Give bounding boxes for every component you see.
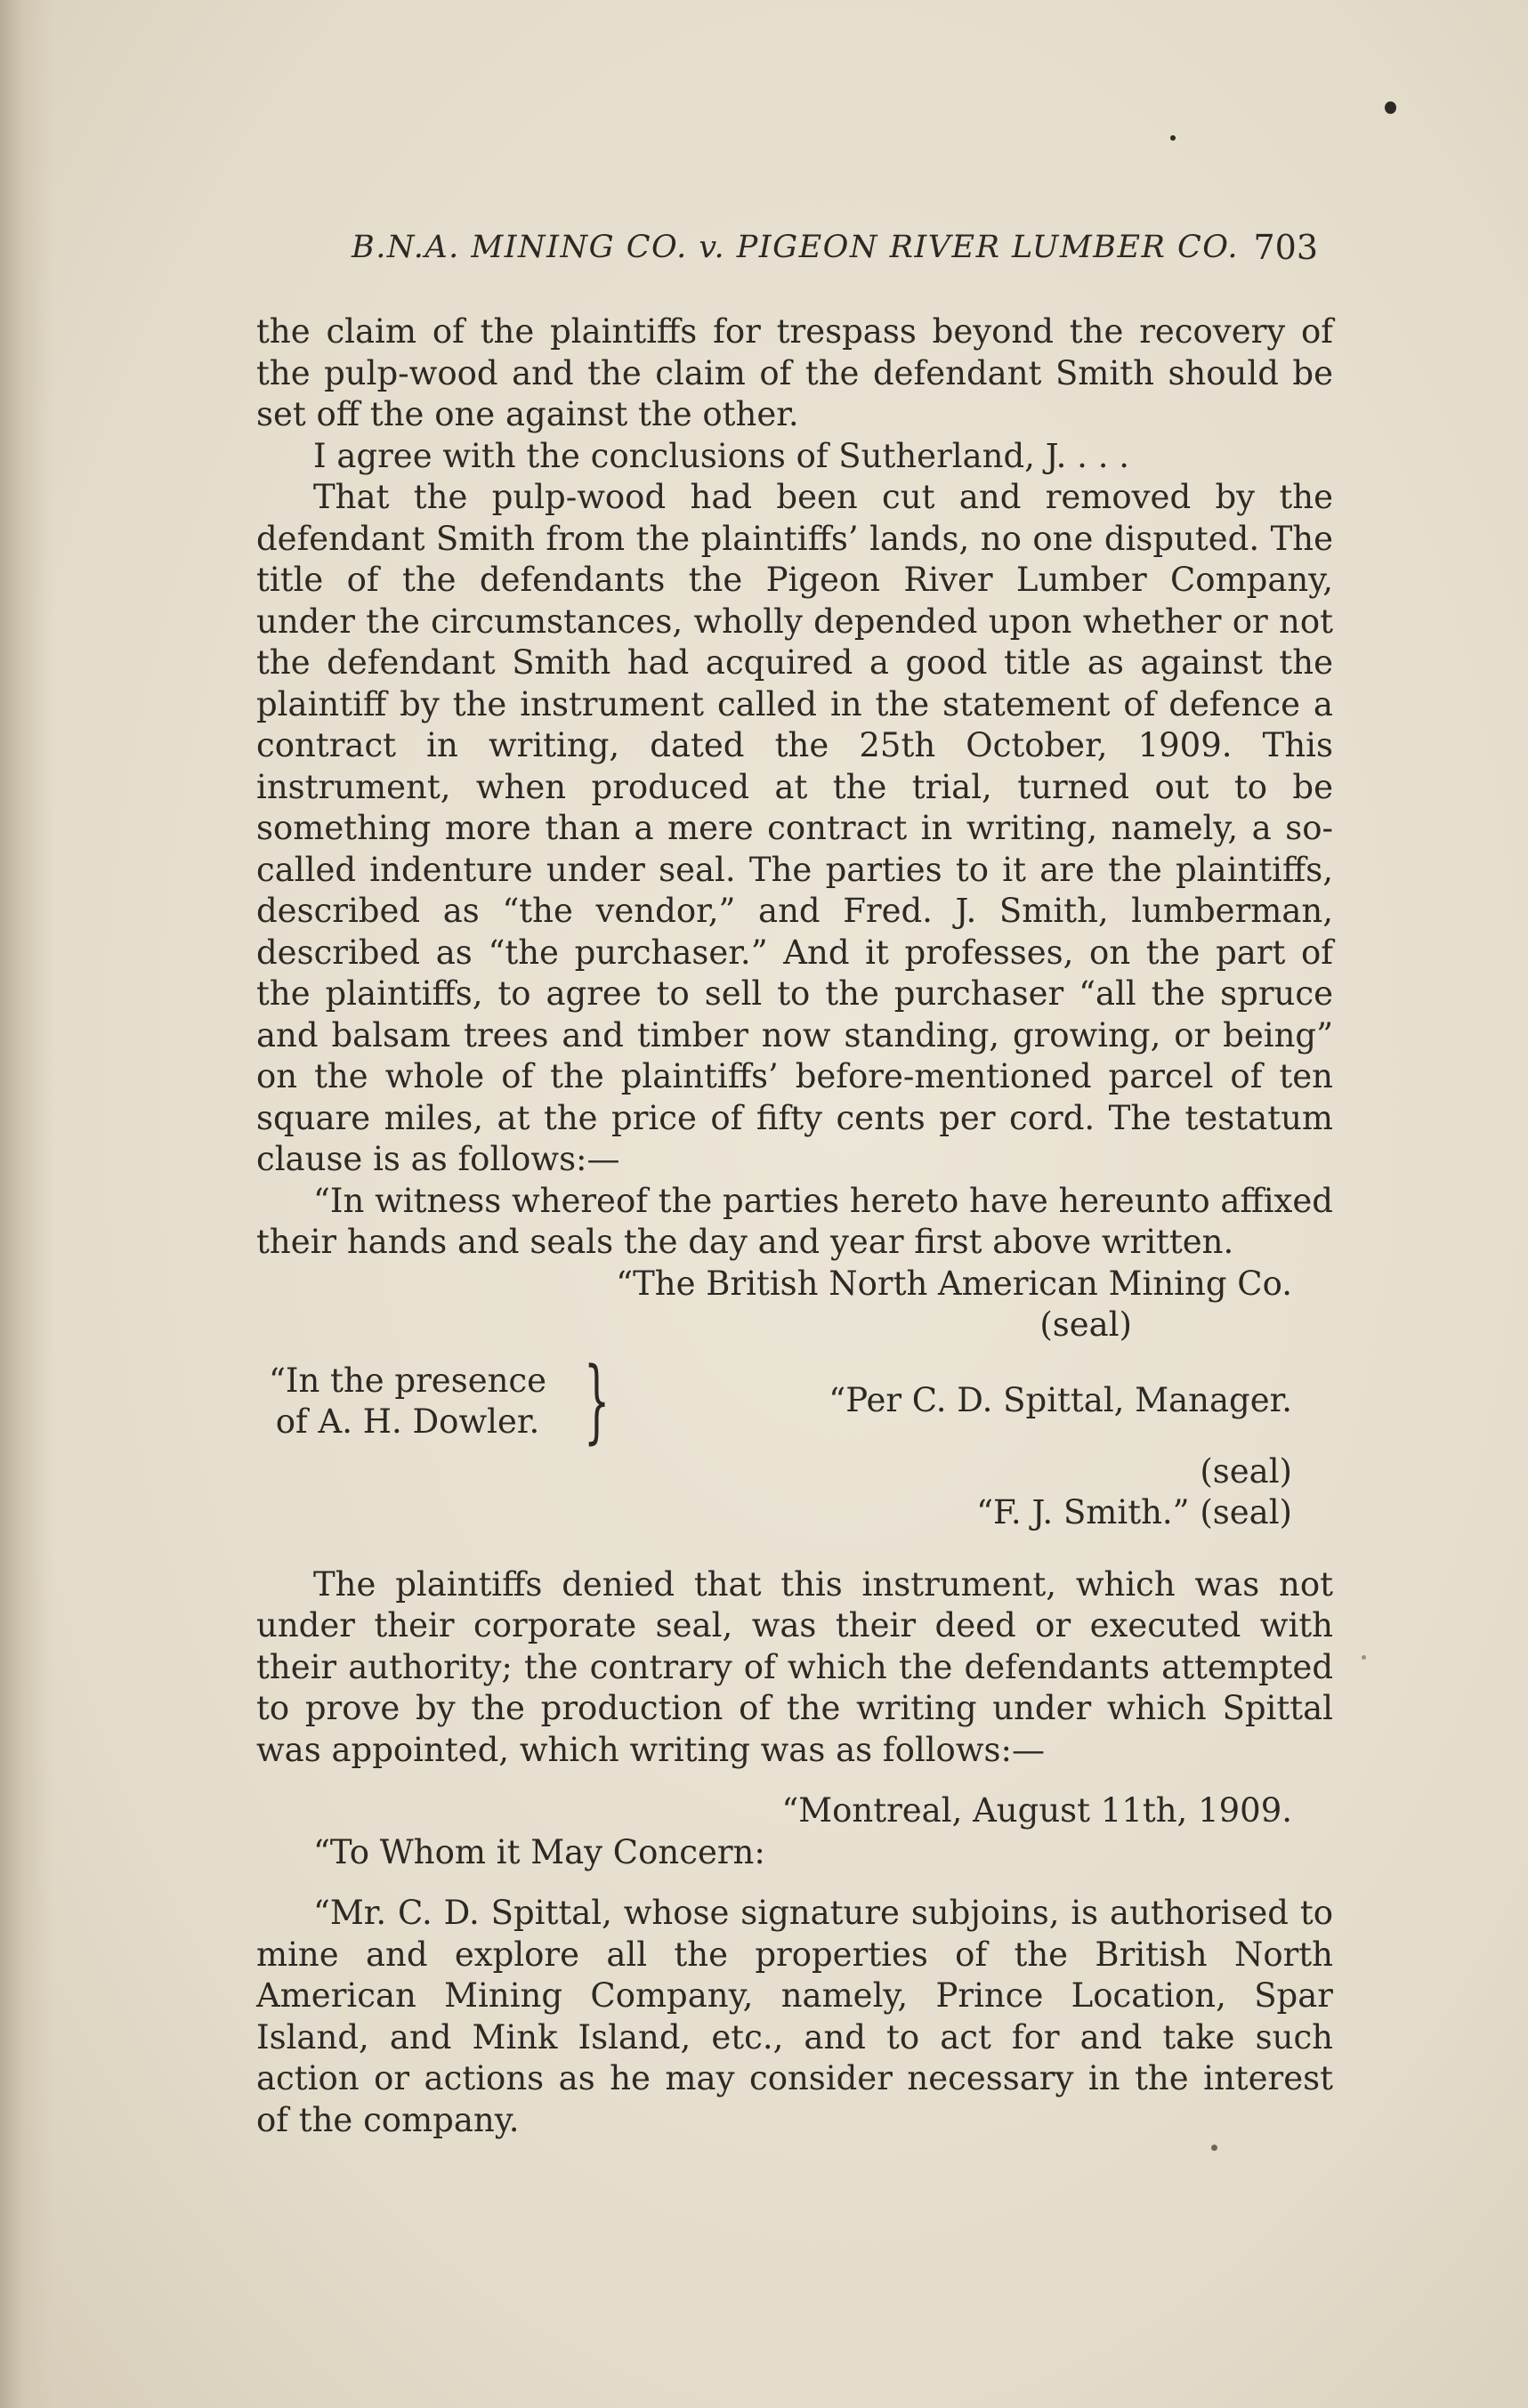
ink-speck bbox=[1385, 101, 1396, 114]
letter-salutation: “To Whom it May Concern: bbox=[313, 1832, 765, 1871]
paragraph-3: That the pulp-wood had been cut and removed by the defendant Smith from the plaintiffs’ lands, no one disputed. The title of the defendants the Pigeon River Lumber Company, under the circumstances, wholly depended upon whether or not the defendant Smith had acquired a good title as against the plaintiff by the instrument called in the statement of defence a contract in writing, dated the 25th October, 1909. This instrument, when produced at the trial, turned out to be something more than a mere contract in writing, namely, a so-called indenture under seal. The parties to it are the plaintiffs, described as “the vendor,” and Fred. J. Smith, lumberman, described as “the purchaser.” And it professes, on the part of the plaintiffs, to agree to sell to the purchaser “all the spruce and balsam trees and timber now standing, growing, or being” on the whole of the plaintiffs’ before-mentioned parcel of ten square miles, at the price of fifty cents per cord. The testatum clause is as follows:— bbox=[256, 478, 1333, 1178]
brace-glyph: } bbox=[584, 1347, 610, 1454]
signature-smith: “F. J. Smith.” (seal) bbox=[976, 1493, 1292, 1531]
page-header bbox=[352, 230, 1322, 274]
ink-speck bbox=[1211, 2145, 1217, 2151]
witness bbox=[256, 1361, 559, 1442]
paragraph-4: “In witness whereof the parties hereto have hereunto affixed their hands and seals the day and year first above written. bbox=[256, 1181, 1333, 1261]
paragraph-2: I agree with the conclusions of Sutherland, J. . . . bbox=[313, 436, 1129, 475]
page-spine-shadow bbox=[0, 0, 53, 2408]
ink-speck bbox=[1362, 1655, 1366, 1660]
witness-line-2: of A. H. Dowler. bbox=[275, 1402, 540, 1441]
body-text bbox=[256, 311, 1333, 2141]
page-number: 703 bbox=[1253, 228, 1318, 267]
signature-manager: “Per C. D. Spittal, Manager. bbox=[829, 1381, 1292, 1420]
signature-company: “The British North American Mining Co. bbox=[616, 1264, 1292, 1303]
letter-date-line: “Montreal, August 11th, 1909. bbox=[781, 1791, 1292, 1830]
paragraph-5: The plaintiffs denied that this instrument, which was not under their corporate seal, was their deed or executed with their authority; the contrary of which the defendants attempted to prove by the production of the writing under which Spittal was appointed, which writing was as follows:— bbox=[256, 1564, 1333, 1769]
running-title: B.N.A. MINING CO. v. PIGEON RIVER LUMBER CO. bbox=[352, 230, 1240, 265]
signature-block bbox=[256, 1347, 1333, 1454]
ink-speck bbox=[1170, 135, 1176, 141]
paragraph-6: “Mr. C. D. Spittal, whose signature subjoins, is authorised to mine and explore all the properties of the British North American Mining Company, namely, Prince Location, Spar Island, and Mink Island, etc., and to act for and take such action or actions as he may consider necessary in the interest of the company. bbox=[256, 1894, 1333, 2139]
signature-seal-1: (seal) bbox=[1039, 1305, 1132, 1344]
paragraph-1: the claim of the plaintiffs for trespass beyond the recovery of the pulp-wood and the claim of the defendant Smith should be set off the one against the other. bbox=[256, 312, 1333, 433]
signature-seal-2: (seal) bbox=[1200, 1451, 1292, 1491]
witness-line-1: “In the presence bbox=[268, 1361, 547, 1400]
